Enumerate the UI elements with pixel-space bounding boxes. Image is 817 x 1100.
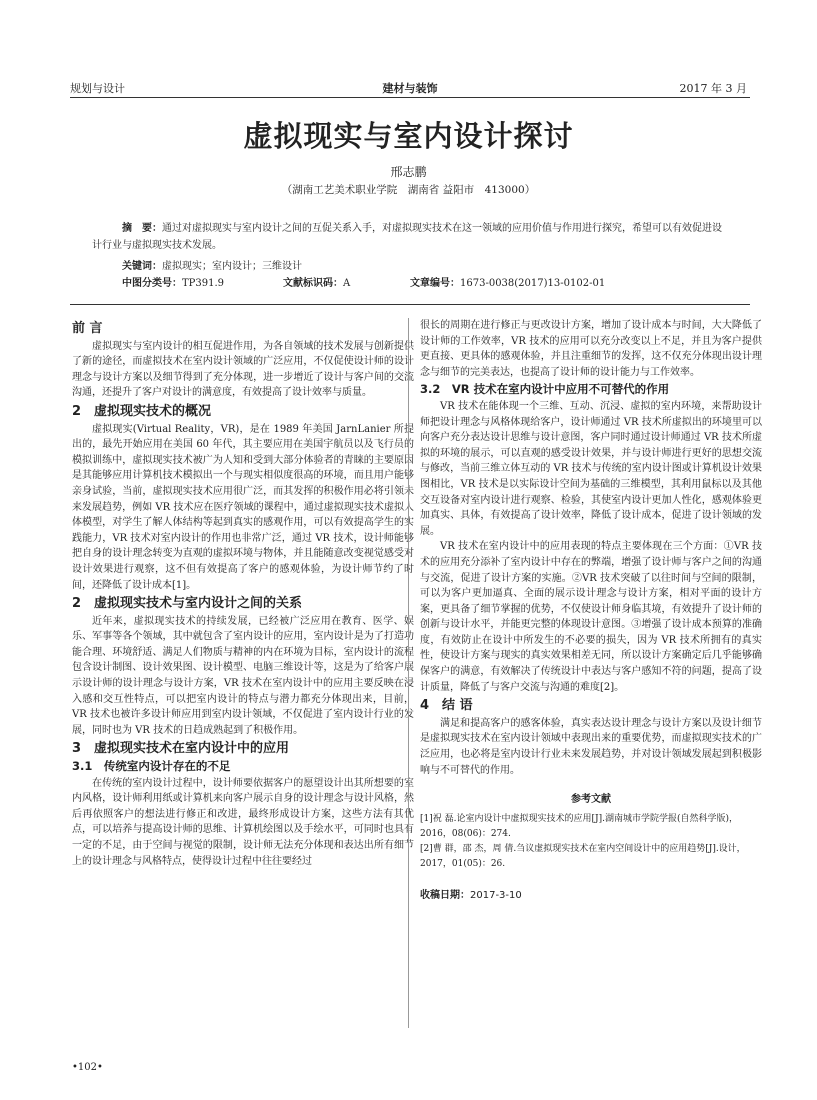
column-divider [408,318,409,1028]
clc-label: 中图分类号： [122,278,182,289]
paragraph: 满足和提高客户的感客体验，真实表达设计理念与设计方案以及设计细节是虚拟现实技术在室内设计领域中表现出来的重要优势，而虚拟现实技术的广泛应用，也必将是室内设计行业未来发展趋势，并对设计领域发展起到积极影响与不可替代的作用。 [420,717,762,776]
paragraph: 虚拟现实与室内设计的相互促进作用，为各自领域的技术发展与创新提供了新的途径，而虚拟技术在室内设计领域的广泛应用，不仅促使设计师的设计理念与设计方案以及细节得到了充分体现，进一步增近了设计与客户间的交流沟通，还提升了客户对设计的满意度，有效提高了设计效率与质量。 [72,340,414,399]
reference-item: [2]曹 群，邵 杰，周 倩.刍议虚拟现实技术在室内空间设计中的应用趋势[J].设计，2017，01(05)：26. [420,843,746,869]
left-column [72,318,414,869]
right-column [420,318,762,903]
keywords-label: 关键词： [122,261,162,272]
keywords [122,258,302,275]
doccode-value: A [343,278,351,289]
section-heading: 4 结 语 [420,698,473,714]
section-heading: 2 虚拟现实技术的概况 [72,403,212,419]
received-value: 2017-3-10 [470,889,522,901]
abstract-label: 摘 要： [122,223,162,234]
page-number: •102• [72,1062,103,1073]
keywords-text: 虚拟现实；室内设计；三维设计 [162,261,302,272]
clc-number [122,275,224,292]
article-title: 虚拟现实与室内设计探讨 [243,119,574,153]
header-rule [70,97,750,98]
references-list [420,812,762,872]
received-date [420,888,762,904]
section-heading: 前 言 [72,321,103,336]
paragraph: 虚拟现实(Virtual Reality，VR)，是在 1989 年美国 JarnLanier 所提出的，最先开始应用在美国 60 年代，其主要应用在美国宇航员以及飞行员的模拟训练中，虚拟现实技术被广为人知和受到大部分体验者的青睐的主要原因是其能够应用计算机技术模拟出一个与现实相似度很高的环境，而且用户能够亲身试验，当前，虚拟现实技术应用很广泛，而其发挥的积极作用必将引领未来发展趋势，例如 VR 技术应在医疗领域的课程中，通过虚拟现实技术虚拟人体模型，对学生了解人体结构等起到真实的感观作用，可以有效提高学生的实践能力，VR 技术对室内设计的作用也非常广泛，通过 VR 技术，设计师能够把自身的设计理念转变为直观的虚拟环境与物体，并且能随意改变视觉感受对设计效果进行观察，这不但有效提高了客户的感观体验，为设计师节约了时间，还降低了设计成本[1]。 [72,423,414,591]
section-heading: 3 虚拟现实技术在室内设计中的应用 [72,741,290,757]
running-header-left: 规划与设计 [70,82,125,95]
journal-name: 建材与装饰 [382,82,438,95]
article-number [410,275,605,292]
section-heading: 2 虚拟现实技术与室内设计之间的关系 [72,596,303,612]
paragraph: VR 技术在室内设计中的应用表现的特点主要体现在三个方面：①VR 技术的应用充分添补了室内设计中存在的弊端，增强了设计师与客户之间的沟通与交流，促进了设计方案的实施。②VR 技术突破了以往时间与空间的限制，可以为客户更加逼真、全面的展示设计理念与设计方案，相对平面的设计方案，更具备了细节掌握的优势，不仅使设计师身临其境，有效提升了设计师的创新与设计水平，并能更完整的体现设计意图。③增强了设计成本预算的准确度，有效防止在设计中所发生的不必要的损失，因为 VR 技术所拥有的真实性，使设计方案与现实的真实效果相差无同，所以设计方案确定后几乎能够确保客户的满意，有效解决了传统设计中表达与客户感知不符的问题，提高了设计质量，降低了与客户交流与沟通的难度[2]。 [420,541,762,693]
reference-item: [1]祝 磊.论室内设计中虚拟现实技术的应用[J].湖南城市学院学报(自然科学版)，2016，08(06)：274. [420,813,738,839]
author-name: 邢志鹏 [390,165,427,179]
abstract-rule [70,304,750,305]
paragraph: 近年来，虚拟现实技术的持续发展，已经被广泛应用在教育、医学、娱乐、军事等各个领域，其中就包含了室内设计的应用，室内设计是为了打造功能合理、环境舒适、满足人们物质与精神的内在环境为目标，室内设计的流程包含设计制图、设计效果图、设计模型、电脑三维设计等，这是为了给客户展示设计师的设计理念与设计方案，VR 技术在室内设计中的应用主要反映在浸入感和交互性特点，可以把室内设计的特点与潜力都充分体现出来，目前，VR 技术也被许多设计师应用到室内设计领域，不仅促进了室内设计行业的发展，同时也为 VR 技术的日趋成熟起到了积极作用。 [72,615,414,736]
author-affiliation: （湖南工艺美术职业学院 湖南省 益阳市 413000） [281,184,536,196]
subsection-heading: 3.2 VR 技术在室内设计中应用不可替代的作用 [420,382,670,397]
received-label: 收稿日期： [420,889,470,901]
document-code [283,275,350,292]
articleno-value: 1673-0038(2017)13-0102-01 [460,278,606,289]
abstract-text: 通过对虚拟现实与室内设计之间的互促关系入手，对虚拟现实技术在这一领域的应用价值与作用进行探究，希望可以有效促进设计行业与虚拟现实技术发展。 [92,223,722,251]
doccode-label: 文献标识码： [283,278,343,289]
clc-value: TP391.9 [182,278,225,289]
issue-date: 2017 年 3 月 [679,82,747,95]
abstract [92,220,728,254]
paragraph: 很长的周期在进行修正与更改设计方案，增加了设计成本与时间，大大降低了设计师的工作效率，VR 技术的应用可以充分改变以上不足，并且为客户提供更直接、更具体的感观体验，并且注重细节的发挥，这不仅充分体现出设计理念与细节的完美表达，也提高了设计师的设计能力与工作效率。 [420,320,762,378]
articleno-label: 文章编号： [410,278,460,289]
paragraph: 在传统的室内设计过程中，设计师要依据客户的愿望设计出其所想要的室内风格，设计师利用纸或计算机来向客户展示自身的设计理念与设计风格，然后再依照客户的想法进行修正和改进，最终形成设计方案，这些方法有其优点，可以培养与提高设计师的思维、计算机绘图以及手绘水平，可同时也具有一定的不足，由于空间与视觉的限制，设计师无法充分体现和表达出所有细节上的设计理念与风格特点，使得设计过程中往往要经过 [72,777,414,867]
right-column-body [420,318,762,778]
paragraph: VR 技术在能体现一个三维、互动、沉浸、虚拟的室内环境，来帮助设计师把设计理念与风格体现给客户，设计师通过 VR 技术所虚拟出的环境里可以向客户充分表达设计思维与设计意图，客户同时通过设计师通过 VR 技术所虚拟的环境的展示，可以直观的感受设计效果，并与设计师进行更好的思想交流与修改，当前三维立体互动的 VR 技术与传统的室内设计图或计算机设计效果图相比，VR 技术是以实际设计空间为基础的三维模型，其利用鼠标以及其他交互设备对室内设计进行观察、检验，其使室内设计更加人性化，感观体验更加真实、具体，有效提高了设计效率，降低了设计成本，促进了设计领域的发展。 [420,400,762,537]
subsection-heading: 3.1 传统室内设计存在的不足 [72,759,231,774]
references-heading: 参考文献 [571,794,611,806]
